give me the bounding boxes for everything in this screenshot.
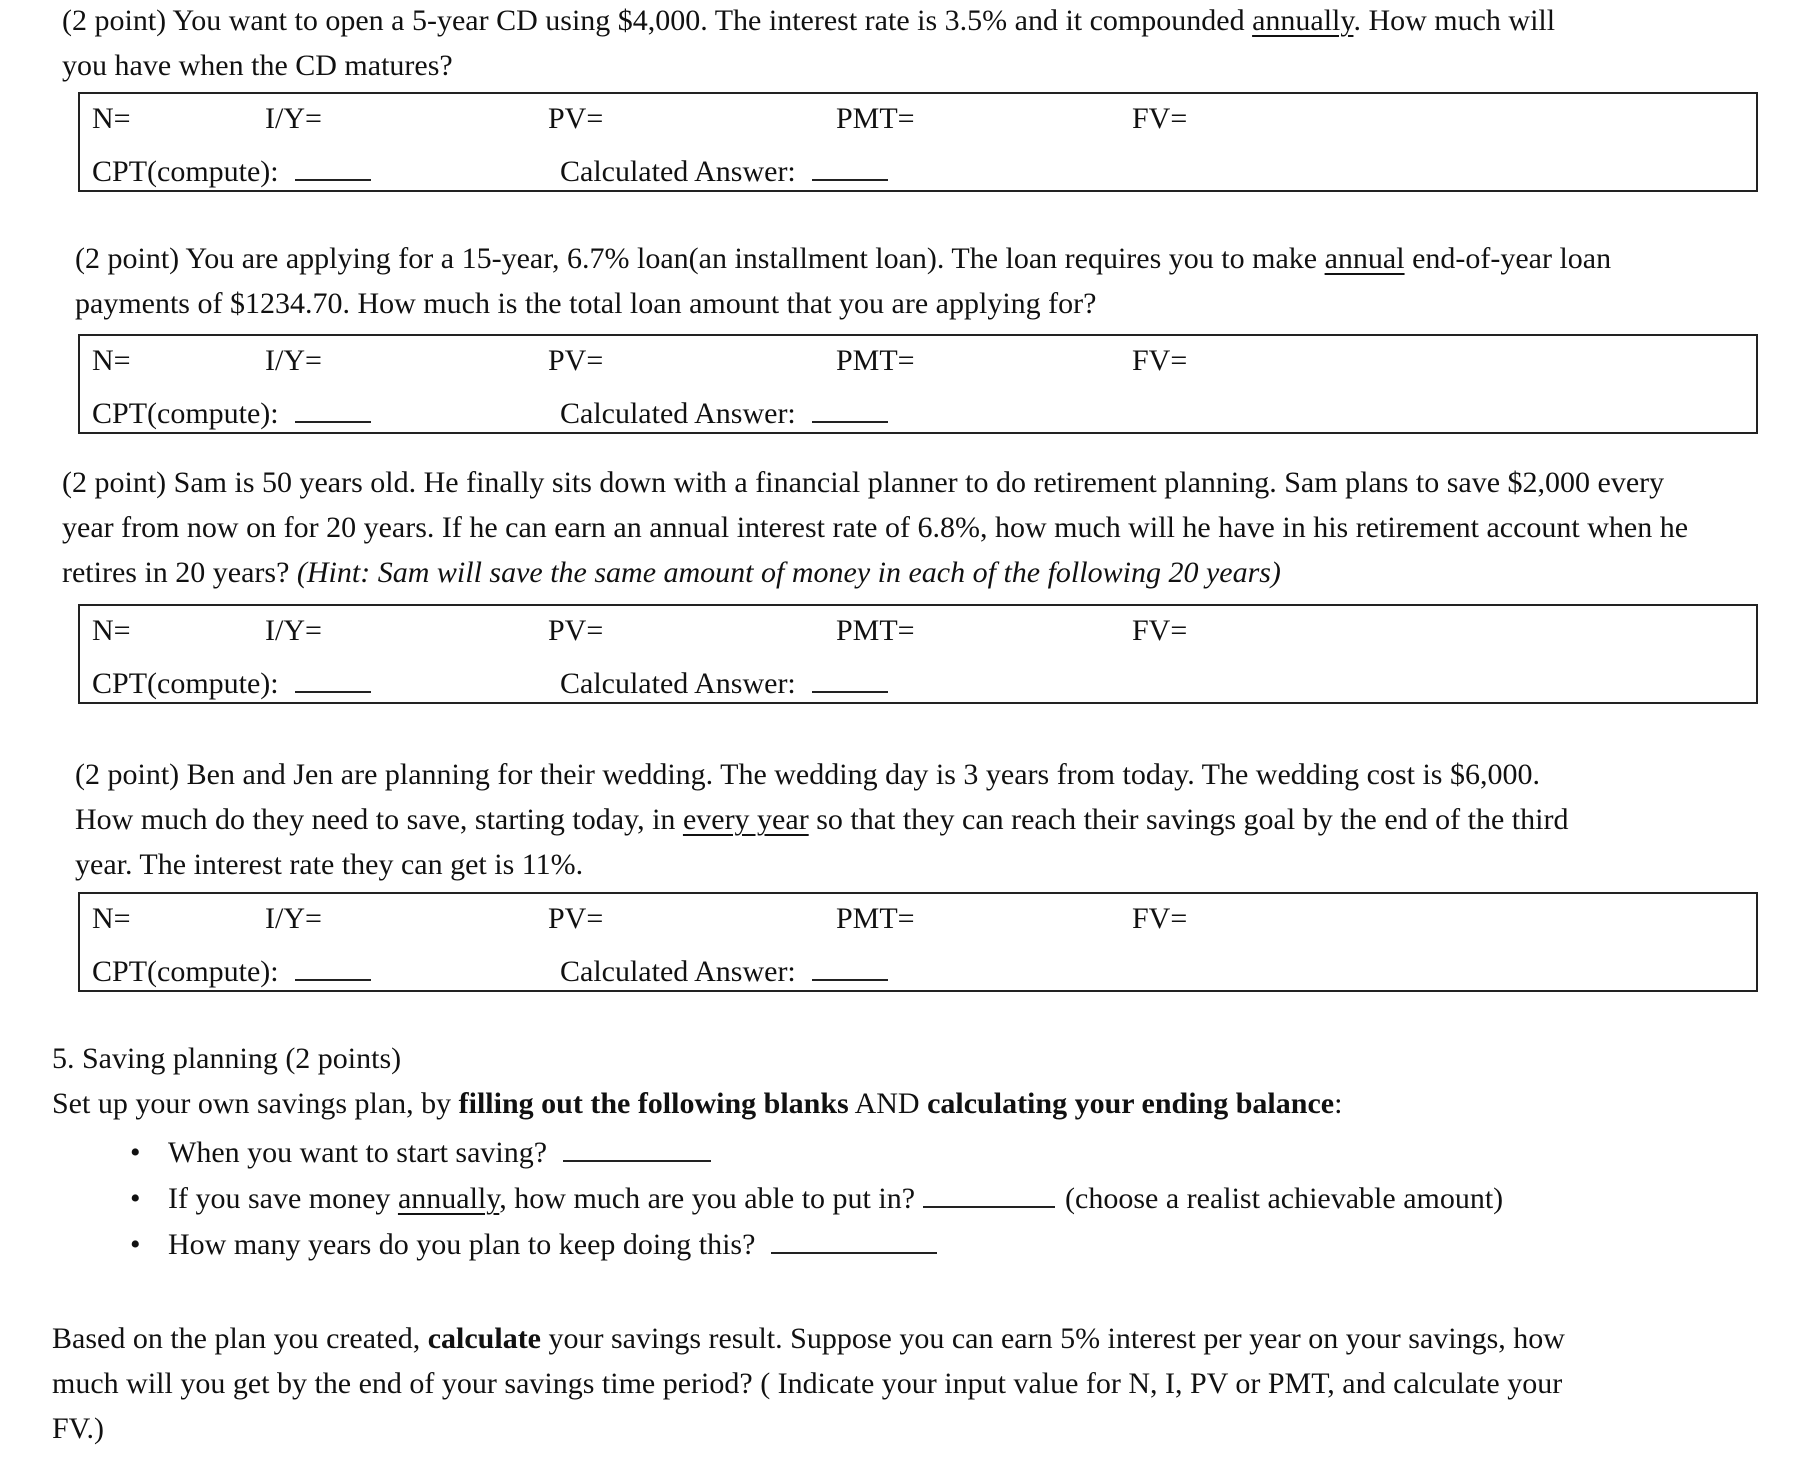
- question-3-text: [62, 460, 1688, 595]
- pv-label: PV=: [548, 902, 604, 935]
- n-label: N=: [92, 344, 131, 377]
- answer-row: [560, 149, 888, 189]
- cpt-label: CPT(compute):: [92, 955, 279, 988]
- q5-intro: Set up your own savings plan, by filling out the following blanks AND calculating your ending balance:: [52, 1087, 1343, 1120]
- cpt-blank[interactable]: [295, 391, 371, 423]
- list-item: • When you want to start saving?: [130, 1130, 1503, 1176]
- cpt-label: CPT(compute):: [92, 667, 279, 700]
- calculator-box-3: [78, 604, 1758, 704]
- calculator-box-2: [78, 334, 1758, 434]
- answer-row: [560, 391, 888, 431]
- fv-label: FV=: [1132, 614, 1188, 647]
- fv-label: FV=: [1132, 344, 1188, 377]
- answer-blank[interactable]: [812, 149, 888, 181]
- answer-blank[interactable]: [812, 949, 888, 981]
- iy-label: I/Y=: [265, 344, 322, 377]
- fv-label: FV=: [1132, 102, 1188, 135]
- cpt-row: [92, 661, 371, 701]
- answer-label: Calculated Answer:: [560, 667, 796, 700]
- cpt-label: CPT(compute):: [92, 155, 279, 188]
- pmt-label: PMT=: [836, 614, 915, 647]
- calculator-box-4: [78, 892, 1758, 992]
- q5-final-text: [52, 1316, 1565, 1451]
- cpt-row: [92, 149, 371, 189]
- q2-line-1: (2 point) You are applying for a 15-year, 6.7% loan(an installment loan). The loan requires you to make annual end-of-year loan: [75, 242, 1612, 275]
- pmt-label: PMT=: [836, 344, 915, 377]
- final-line-2: much will you get by the end of your savings time period? ( Indicate your input value for N, I, PV or PMT, and calculate your: [52, 1367, 1563, 1400]
- answer-label: Calculated Answer:: [560, 955, 796, 988]
- q4-line-2: How much do they need to save, starting today, in every year so that they can reach their savings goal by the end of the third: [75, 803, 1569, 836]
- pmt-label: PMT=: [836, 102, 915, 135]
- q2-line-2: payments of $1234.70. How much is the total loan amount that you are applying for?: [75, 287, 1097, 320]
- q1-line-1: (2 point) You want to open a 5-year CD using $4,000. The interest rate is 3.5% and it compounded annually. How much will: [62, 4, 1556, 37]
- n-label: N=: [92, 902, 131, 935]
- pv-label: PV=: [548, 614, 604, 647]
- iy-label: I/Y=: [265, 102, 322, 135]
- bullet-icon: •: [130, 1136, 141, 1169]
- answer-row: [560, 661, 888, 701]
- question-4-text: [75, 752, 1568, 887]
- answer-label: Calculated Answer:: [560, 155, 796, 188]
- pv-label: PV=: [548, 344, 604, 377]
- q4-line-1: (2 point) Ben and Jen are planning for their wedding. The wedding day is 3 years from today. The wedding cost is $6,000.: [75, 758, 1540, 791]
- cpt-blank[interactable]: [295, 149, 371, 181]
- final-line-3: FV.): [52, 1412, 104, 1445]
- question-5-text: [52, 1036, 1342, 1126]
- start-saving-blank[interactable]: [563, 1130, 711, 1162]
- list-item: • How many years do you plan to keep doing this?: [130, 1222, 1503, 1268]
- q3-line-1: (2 point) Sam is 50 years old. He finally sits down with a financial planner to do retirement planning. Sam plans to save $2,000 every: [62, 466, 1665, 499]
- years-blank[interactable]: [771, 1222, 937, 1254]
- q3-line-3: retires in 20 years? (Hint: Sam will save the same amount of money in each of the following 20 years): [62, 556, 1281, 589]
- cpt-label: CPT(compute):: [92, 397, 279, 430]
- cpt-row: [92, 949, 371, 989]
- iy-label: I/Y=: [265, 902, 322, 935]
- cpt-blank[interactable]: [295, 661, 371, 693]
- answer-label: Calculated Answer:: [560, 397, 796, 430]
- cpt-row: [92, 391, 371, 431]
- iy-label: I/Y=: [265, 614, 322, 647]
- q1-line-2: you have when the CD matures?: [62, 49, 453, 82]
- question-1-text: [62, 0, 1555, 88]
- question-2-text: [75, 236, 1611, 326]
- savings-plan-list: [130, 1130, 1503, 1268]
- q4-line-3: year. The interest rate they can get is 11%.: [75, 848, 584, 881]
- answer-blank[interactable]: [812, 661, 888, 693]
- n-label: N=: [92, 614, 131, 647]
- pv-label: PV=: [548, 102, 604, 135]
- final-line-1: Based on the plan you created, calculate your savings result. Suppose you can earn 5% interest per year on your savings, how: [52, 1322, 1565, 1355]
- annual-amount-blank[interactable]: [923, 1176, 1055, 1208]
- n-label: N=: [92, 102, 131, 135]
- calculator-box-1: [78, 92, 1758, 192]
- cpt-blank[interactable]: [295, 949, 371, 981]
- q3-line-2: year from now on for 20 years. If he can earn an annual interest rate of 6.8%, how much will he have in his retirement account when he: [62, 511, 1689, 544]
- list-item: • If you save money annually, how much are you able to put in? (choose a realist achievable amount): [130, 1176, 1503, 1222]
- answer-row: [560, 949, 888, 989]
- bullet-icon: •: [130, 1228, 141, 1261]
- answer-blank[interactable]: [812, 391, 888, 423]
- pmt-label: PMT=: [836, 902, 915, 935]
- q5-heading: 5. Saving planning (2 points): [52, 1042, 402, 1075]
- fv-label: FV=: [1132, 902, 1188, 935]
- bullet-icon: •: [130, 1182, 141, 1215]
